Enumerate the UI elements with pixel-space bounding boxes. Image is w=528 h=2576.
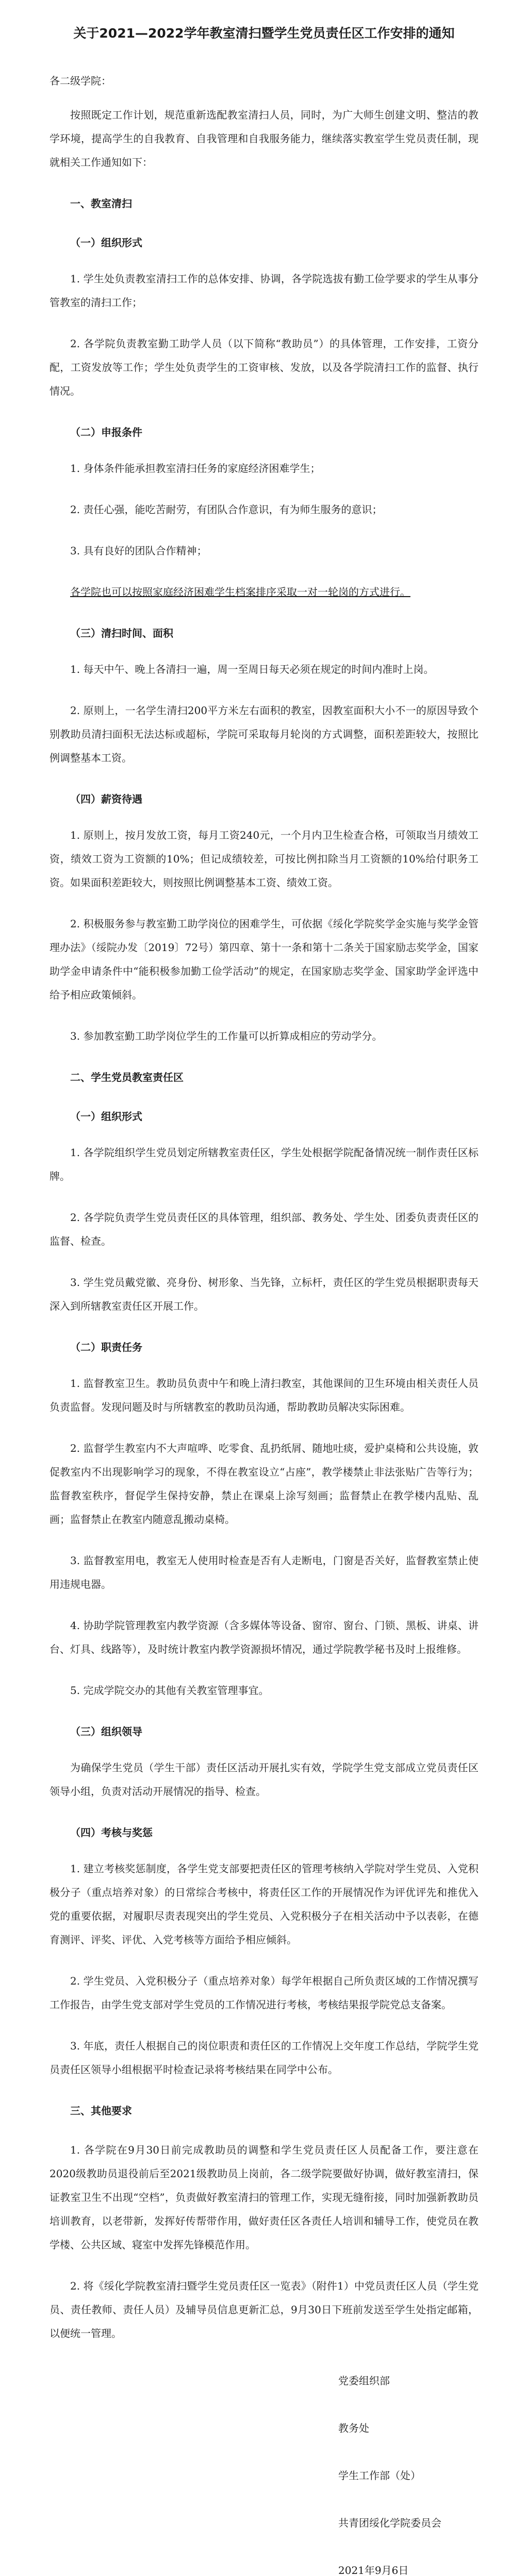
section-3-heading: 三、其他要求 xyxy=(70,2105,132,2117)
section-2-1-paragraph-2: 2. 各学院负责学生党员责任区的具体管理，组织部、教务处、学生处、团委负责责任区的监督、检查。 xyxy=(50,1211,478,1247)
section-1-2-heading: （二）申报条件 xyxy=(70,426,142,438)
document-title: 关于2021—2022学年教室清扫暨学生党员责任区工作安排的通知 xyxy=(73,26,455,41)
section-1-4-paragraph-3: 3. 参加教室勤工助学岗位学生的工作量可以折算成相应的劳动学分。 xyxy=(70,1030,383,1042)
section-1-2-paragraph-2: 2. 责任心强，能吃苦耐劳，有团队合作意识，有为师生服务的意识； xyxy=(70,503,383,516)
section-1-2-paragraph-1: 1. 身体条件能承担教室清扫任务的家庭经济困难学生； xyxy=(70,462,321,474)
section-1-3-heading: （三）清扫时间、面积 xyxy=(70,627,173,639)
section-1-4-heading: （四）薪资待遇 xyxy=(70,793,142,805)
section-1-4-paragraph-1: 1. 原则上，按月发放工资，每月工资240元，一个月内卫生检查合格，可领取当月绩效工资，绩效工资为工资额的10%；但记成绩较差，可按比例扣除当月工资额的10%给付职务工资。如果面积差距较大，则按照比例调整基本工资、绩效工资。 xyxy=(50,829,478,889)
signature-org-1: 党委组织部 xyxy=(338,2375,390,2387)
section-2-3-heading: （三）组织领导 xyxy=(70,1725,142,1738)
section-1-4-paragraph-2: 2. 积极服务参与教室勤工助学岗位的困难学生，可依据《绥化学院奖学金实施与奖学金管理办法》（绥院办发〔2019〕72号）第四章、第十一条和第十二条关于国家励志奖学金，国家助学金申请条件中“能积极参加勤工俭学活动”的规定，在国家励志奖学金、国家助学金评选中给予相应政策倾斜。 xyxy=(50,918,478,1001)
section-2-2-paragraph-2: 2. 监督学生教室内不大声喧哗、吃零食、乱扔纸屑、随地吐痰，爱护桌椅和公共设施，敦促教室内不出现影响学习的现象，不得在教室设立“占座”，教学楼禁止非法张贴广告等行为；监督教室秩序，督促学生保持安静，禁止在课桌上涂写刻画；监督禁止在教学楼内乱贴、乱画；监督禁止在教室内随意乱搬动桌椅。 xyxy=(50,1442,478,1526)
signature-org-3: 学生工作部（处） xyxy=(338,2469,421,2482)
section-1-heading: 一、教室清扫 xyxy=(70,197,132,210)
section-1-1-heading: （一）组织形式 xyxy=(70,236,142,249)
section-2-1-paragraph-3: 3. 学生党员戴党徽、亮身份、树形象、当先锋，立标杆，责任区的学生党员根据职责每天深入到所辖教室责任区开展工作。 xyxy=(50,1276,478,1312)
section-2-1-paragraph-1: 1. 各学院组织学生党员划定所辖教室责任区，学生处根据学院配备情况统一制作责任区标牌。 xyxy=(50,1146,478,1182)
section-1-3-paragraph-1: 1. 每天中午、晚上各清扫一遍，周一至周日每天必须在规定的时间内准时上岗。 xyxy=(70,663,434,675)
salutation: 各二级学院： xyxy=(50,75,111,87)
section-3-paragraph-2: 2. 将《绥化学院教室清扫暨学生党员责任区一览表》（附件1）中党员责任区人员（学生党员、责任教师、责任人员）及辅导员信息更新汇总，9月30日下班前发送至学生处指定邮箱，以便统一管理。 xyxy=(50,2280,478,2340)
signature-date: 2021年9月6日 xyxy=(338,2564,409,2576)
intro-paragraph: 按照既定工作计划，规范重新选配教室清扫人员，同时，为广大师生创建文明、整洁的教学环境，提高学生的自我教育、自我管理和自我服务能力，继续落实教室学生党员责任制，现就相关工作通知如下： xyxy=(50,109,478,168)
section-2-2-paragraph-3: 3. 监督教室用电，教室无人使用时检查是否有人走断电，门窗是否关好，监督教室禁止使用违规电器。 xyxy=(50,1554,478,1590)
section-1-1-paragraph-1: 1. 学生处负责教室清扫工作的总体安排、协调，各学院选拔有勤工俭学要求的学生从事分管教室的清扫工作； xyxy=(50,273,478,309)
section-2-2-paragraph-1: 1. 监督教室卫生。教助员负责中午和晚上清扫教室，其他课间的卫生环境由相关责任人员负责监督。发现问题及时与所辖教室的教助员沟通，帮助教助员解决实际困难。 xyxy=(50,1377,478,1413)
section-2-3-paragraph-1: 为确保学生党员（学生干部）责任区活动开展扎实有效，学院学生党支部成立党员责任区领导小组，负责对活动开展情况的指导、检查。 xyxy=(50,1761,478,1798)
section-3-paragraph-1: 1. 各学院在9月30日前完成教助员的调整和学生党员责任区人员配备工作，要注意在2020级教助员退役前后至2021级教助员上岗前，各二级学院要做好协调，做好教室清扫，保证教室卫生不出现“空档”，负责做好教室清扫的管理工作，实现无缝衔接，同时加强新教助员培训教育，以老带新，发挥好传帮带作用，做好责任区各责任人培训和辅导工作，使党员在教学楼、公共区域、寝室中发挥先锋模范作用。 xyxy=(50,2144,478,2251)
section-2-2-paragraph-5: 5. 完成学院交办的其他有关教室管理事宜。 xyxy=(70,1684,269,1697)
section-1-3-paragraph-2: 2. 原则上，一名学生清扫200平方米左右面积的教室，因教室面积大小不一的原因导致个别教助员清扫面积无法达标或超标，学院可采取每月轮岗的方式调整，面积差距较大，按照比例调整基本工资。 xyxy=(50,704,478,764)
section-2-1-heading: （一）组织形式 xyxy=(70,1110,142,1123)
section-2-4-paragraph-3: 3. 年底，责任人根据自己的岗位职责和责任区的工作情况上交年度工作总结，学院学生党员责任区领导小组根据平时检查记录将考核结果在同学中公布。 xyxy=(50,2040,478,2076)
section-2-4-paragraph-2: 2. 学生党员、入党积极分子（重点培养对象）每学年根据自己所负责区域的工作情况撰写工作报告，由学生党支部对学生党员的工作情况进行考核，考核结果报学院党总支备案。 xyxy=(50,1975,478,2011)
section-2-4-heading: （四）考核与奖惩 xyxy=(70,1826,153,1839)
section-2-heading: 二、学生党员教室责任区 xyxy=(70,1071,184,1083)
signature-block xyxy=(50,2369,478,2576)
signature-org-4: 共青团绥化学院委员会 xyxy=(338,2517,441,2529)
section-2-2-heading: （二）职责任务 xyxy=(70,1341,142,1353)
section-1-1-paragraph-2: 2. 各学院负责教室勤工助学人员（以下简称“教助员”）的具体管理，工作安排，工资分配，工资发放等工作；学生处负责学生的工资审核、发放，以及各学院清扫工作的监督、执行情况。 xyxy=(50,337,478,397)
section-1-2-paragraph-4: 各学院也可以按照家庭经济困难学生档案排序采取一对一轮岗的方式进行。 xyxy=(70,586,410,598)
section-2-2-paragraph-4: 4. 协助学院管理教室内教学资源（含多媒体等设备、窗帘、窗台、门锁、黑板、讲桌、讲台、灯具、线路等），及时统计教室内教学资源损坏情况，通过学院教学秘书及时上报维修。 xyxy=(50,1619,478,1655)
section-2-4-paragraph-1: 1. 建立考核奖惩制度，各学生党支部要把责任区的管理考核纳入学院对学生党员、入党积极分子（重点培养对象）的日常综合考核中，将责任区工作的开展情况作为评优评先和推优入党的重要依据，对履职尽责表现突出的学生党员、入党积极分子在相关活动中予以表彰，在德育测评、评奖、评优、入党考核等方面给予相应倾斜。 xyxy=(50,1862,478,1946)
section-1-2-paragraph-3: 3. 具有良好的团队合作精神； xyxy=(70,545,207,557)
signature-org-2: 教务处 xyxy=(338,2422,369,2434)
